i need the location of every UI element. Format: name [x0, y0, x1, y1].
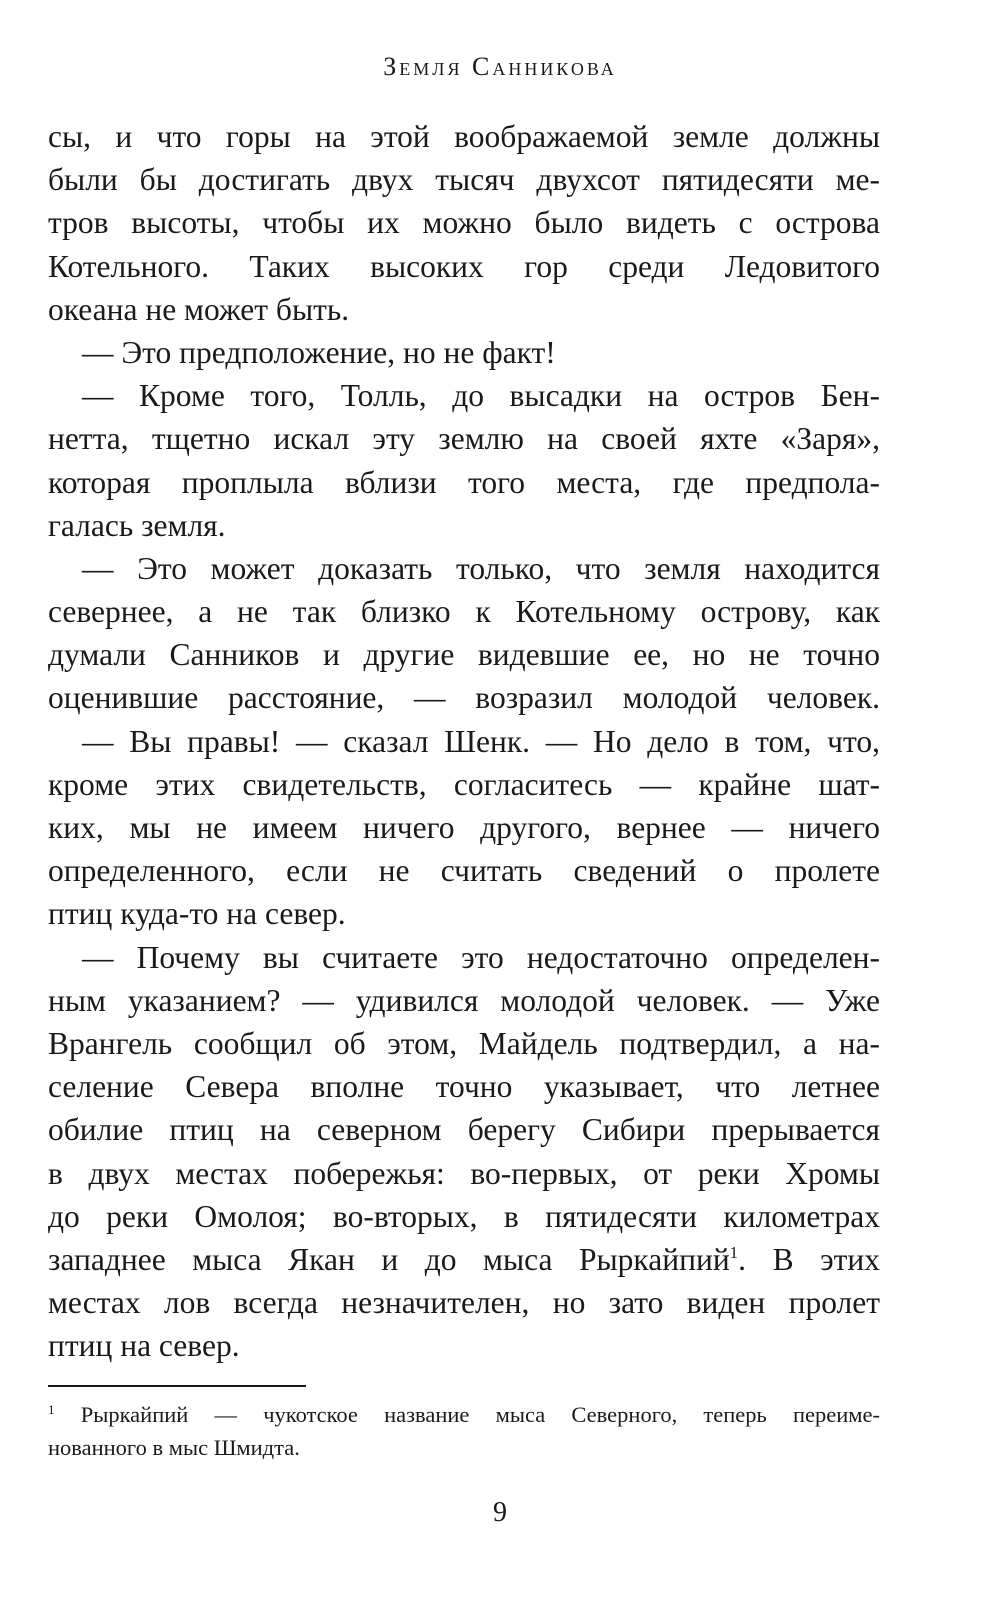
text-line: — Почему вы считаете это недостаточно определен-	[82, 939, 880, 975]
text-line: — Кроме того, Толль, до высадки на остров Бен-	[82, 378, 880, 414]
text-line: обилие птиц на северном берегу Сибири прерывается	[48, 1112, 880, 1148]
text-line: птиц куда-то на север.	[48, 896, 346, 932]
body-text	[48, 115, 880, 1367]
footnote-divider	[48, 1385, 306, 1387]
text-line: думали Санников и другие видевшие ее, но не точно	[48, 637, 880, 673]
footnote	[48, 1398, 880, 1464]
footnote-marker: 1	[48, 1402, 55, 1417]
text-line: тров высоты, чтобы их можно было видеть с острова	[48, 205, 880, 241]
footnote-reference[interactable]: 1	[729, 1242, 739, 1262]
text-line: определенного, если не считать сведений о пролете	[48, 853, 880, 889]
text-line: галась земля.	[48, 507, 226, 543]
text-line: севернее, а не так близко к Котельному острову, как	[48, 594, 880, 630]
text-line: были бы достигать двух тысяч двухсот пятидесяти ме-	[48, 162, 880, 198]
page-number: 9	[493, 1497, 507, 1528]
text-line: в двух местах побережья: во-первых, от реки Хромы	[48, 1155, 880, 1191]
text-line: оценившие расстояние, — возразил молодой человек.	[48, 680, 880, 716]
text-span: . В этих	[738, 1241, 880, 1277]
text-line: нетта, тщетно искал эту землю на своей яхте «Заря»,	[48, 421, 880, 457]
running-head: Земля Санникова	[383, 52, 617, 81]
text-line: до реки Омолоя; во-вторых, в пятидесяти километрах	[48, 1198, 880, 1234]
text-line: местах лов всегда незначителен, но зато виден пролет	[48, 1285, 880, 1321]
text-line: сы, и что горы на этой воображаемой земле должны	[48, 119, 880, 154]
text-line: океана не может быть.	[48, 291, 350, 327]
footnote-line	[48, 1398, 880, 1431]
text-line-with-footnote	[48, 1238, 880, 1281]
text-line: — Это предположение, но не факт!	[82, 334, 556, 370]
text-line: селение Севера вполне точно указывает, что летнее	[48, 1069, 880, 1105]
text-span: западнее мыса Якан и до мыса Рыркайпий	[48, 1241, 730, 1277]
text-line: — Вы правы! — сказал Шенк. — Но дело в том, что,	[82, 723, 880, 759]
text-line: — Это может доказать только, что земля находится	[82, 550, 880, 586]
footnote-line: нованного в мыс Шмидта.	[48, 1435, 300, 1460]
text-line: ным указанием? — удивился молодой человек. — Уже	[48, 982, 880, 1018]
footnote-text: Рыркайпий — чукотское название мыса Северного, теперь переиме-	[80, 1402, 881, 1427]
text-line: Врангель сообщил об этом, Майдель подтвердил, а на-	[48, 1025, 880, 1061]
text-line: кроме этих свидетельств, согласитесь — крайне шат-	[48, 766, 880, 802]
text-line: ких, мы не имеем ничего другого, вернее — ничего	[48, 810, 880, 845]
text-line: Котельного. Таких высоких гор среди Ледовитого	[48, 248, 880, 284]
text-line: птиц на север.	[48, 1328, 240, 1364]
text-line: которая проплыла вблизи того места, где предпола-	[48, 464, 880, 500]
